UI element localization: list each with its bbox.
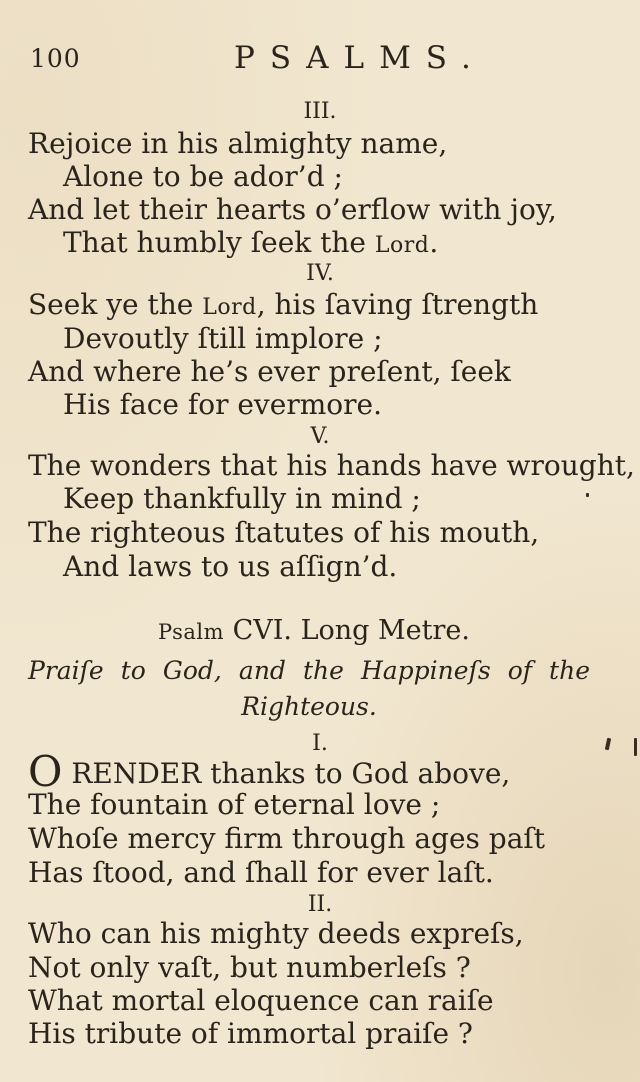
verse-line: Has ſtood, and ſhall for ever laſt.	[28, 856, 494, 889]
stanza-numeral: II.	[307, 892, 333, 917]
verse-line: And where he’s ever preſent, ſeek	[28, 355, 511, 388]
verse-line: Who can his mighty deeds expreſs,	[28, 917, 524, 950]
verse-text: .	[429, 226, 439, 259]
verse-line	[28, 289, 538, 324]
verse-line: His face for evermore.	[63, 388, 382, 421]
verse-line: Devoutly ſtill implore ;	[63, 322, 383, 355]
verse-line	[63, 227, 438, 262]
verse-line: Rejoice in his almighty name,	[28, 127, 448, 160]
verse-line: The wonders that his hands have wrought,	[28, 449, 635, 482]
verse-text: RENDER thanks to God above,	[62, 757, 511, 790]
stanza-numeral: V.	[310, 424, 330, 449]
drop-initial: O	[28, 747, 63, 796]
verse-line: Whoſe mercy firm through ages paſt	[28, 822, 546, 855]
verse-line: His tribute of immortal praiſe ?	[28, 1017, 473, 1050]
ink-mark	[634, 738, 637, 756]
running-title: PSALMS.	[234, 40, 486, 76]
verse-text: That humbly ſeek the	[63, 226, 375, 259]
small-caps-word: Psalm	[158, 620, 225, 644]
stanza-numeral: III.	[303, 99, 337, 124]
verse-line: The righteous ſtatutes of his mouth,	[28, 516, 540, 549]
verse-text: , his ſaving ſtrength	[256, 288, 539, 321]
ink-mark	[586, 493, 589, 497]
verse-text: Seek ye the	[28, 288, 203, 321]
verse-line: The fountain of eternal love ;	[28, 788, 441, 821]
verse-line: Alone to be ador’d ;	[63, 160, 343, 193]
psalm-heading-text: CVI. Long Metre.	[224, 615, 470, 646]
verse-line: What mortal eloquence can raiſe	[28, 984, 494, 1017]
small-caps-word: Lord	[202, 295, 257, 320]
stanza-numeral: I.	[312, 731, 328, 756]
verse-line	[28, 747, 511, 796]
psalm-heading	[0, 615, 628, 646]
page-header	[30, 40, 610, 80]
verse-line: And let their hearts o’erflow with joy,	[28, 193, 557, 226]
psalm-subtitle: Praiſe to God, and the Happineſs of the	[28, 656, 590, 685]
stanza-numeral: IV.	[306, 261, 334, 286]
psalm-subtitle: Righteous.	[241, 692, 377, 721]
verse-line: Not only vaſt, but numberleſs ?	[28, 951, 471, 984]
verse-line: Keep thankfully in mind ;	[63, 482, 421, 515]
small-caps-word: Lord	[374, 233, 430, 258]
page-number: 100	[30, 44, 81, 73]
verse-line: And laws to us aſſign’d.	[63, 550, 398, 583]
